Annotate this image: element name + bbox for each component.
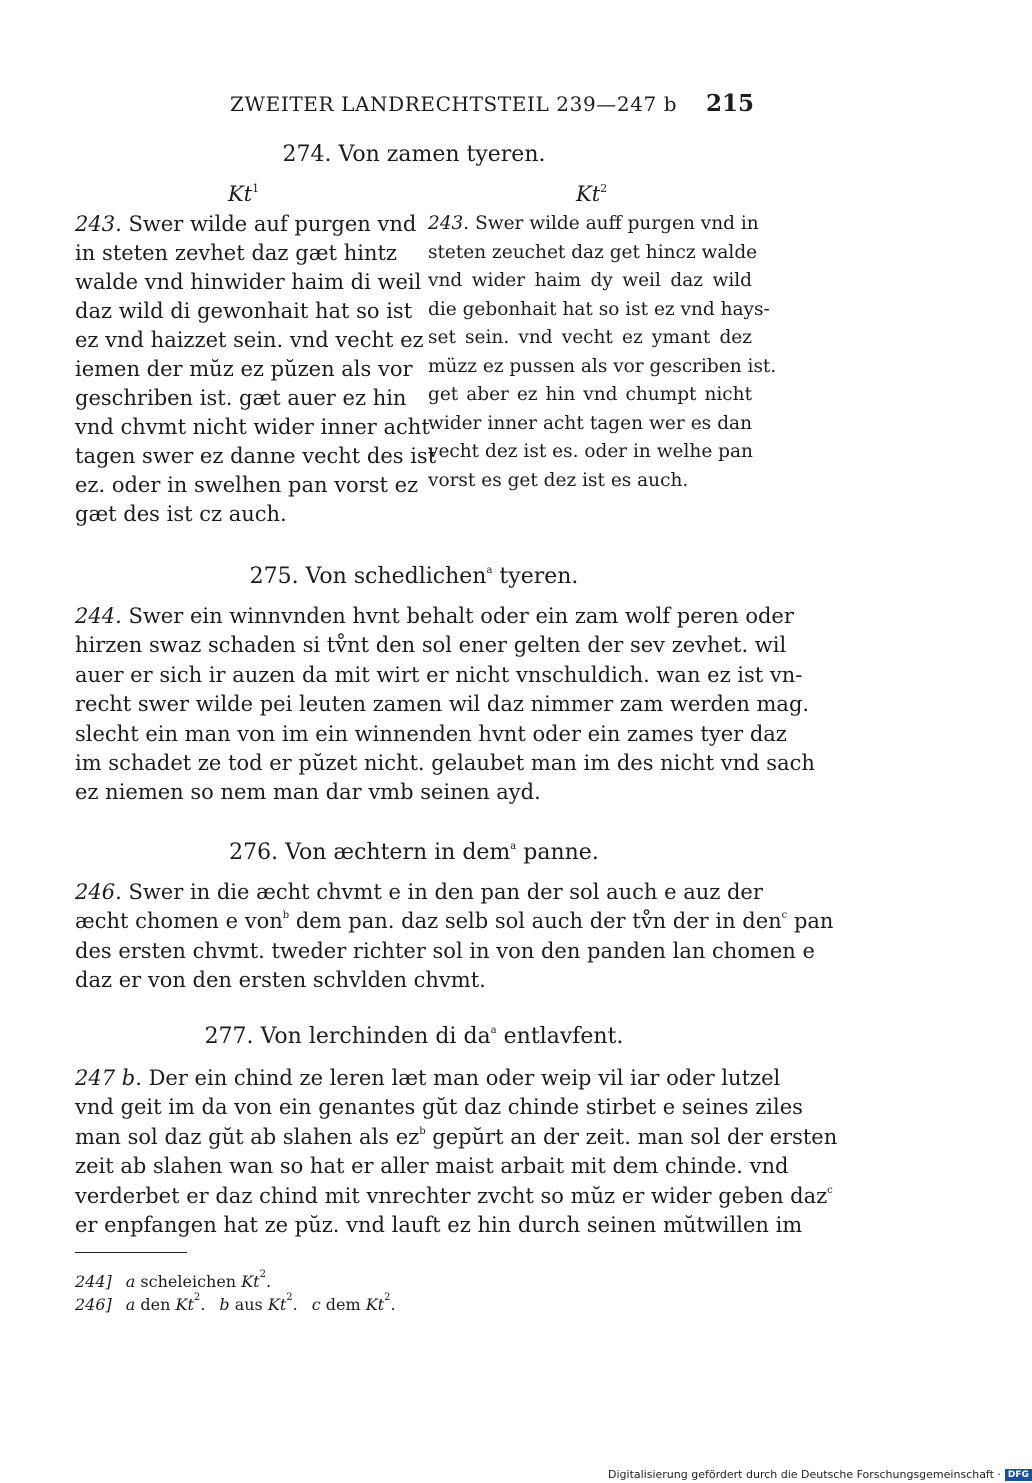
column-label-kt2: Kt$^2$ xyxy=(576,182,608,206)
text-line: set sein. vnd vecht ez ymant dez xyxy=(428,327,752,348)
text-line: wider inner acht tagen wer es dan xyxy=(428,412,752,434)
text-line: man sol daz gŭt ab slahen als $ez^b$ gepŭrt an der zeit. man sol der ersten xyxy=(75,1124,838,1149)
text-line: verderbet er daz chind mit vnrechter zvcht so mŭz er wider geben daz$^c$ xyxy=(75,1183,833,1208)
text-line: daz wild di gewonhait hat so ist xyxy=(75,299,413,323)
text-line: vecht dez ist es. oder in welhe pan xyxy=(428,441,753,462)
text-line: ez vnd haizzet sein. vnd vecht ez xyxy=(75,328,424,352)
section-heading-276: 276. Von æchtern in dem$^a$ panne. xyxy=(229,840,599,865)
footnote-rule xyxy=(75,1252,187,1253)
text-line: 246. Swer in die æcht chvmt e in den pan der sol auch e auz der xyxy=(75,880,763,904)
text-line: in steten zevhet daz gæt hintz xyxy=(75,241,397,265)
text-line: iemen der mŭz ez pŭzen als vor xyxy=(75,357,413,381)
text-line: auer er sich ir auzen da mit wirt er nicht vnschuldich. wan ez ist vn- xyxy=(75,662,803,687)
text-line: müzz ez pussen als vor gescriben ist. xyxy=(428,355,777,377)
running-head: ZWEITER LANDRECHTSTEIL 239—247 b xyxy=(230,92,678,116)
page-number: 215 xyxy=(706,90,755,117)
column-kt2-text xyxy=(428,210,777,495)
text-line: 244. Swer ein winnvnden hvnt behalt oder ein zam wolf peren oder xyxy=(75,604,794,628)
text-line: die gebonhait hat so ist ez vnd hays- xyxy=(428,298,770,320)
text-line: des ersten chvmt. tweder richter sol in von den panden lan chomen e xyxy=(75,938,815,963)
text-line: vorst es get dez ist es auch. xyxy=(428,469,689,491)
text-line: walde vnd hinwider haim di weil xyxy=(75,270,422,294)
text-line: æcht chomen e von$^b$ dem pan. daz selb sol auch der tv̊n der in den$^c$ pan xyxy=(75,909,834,934)
text-line: ez. oder in swelhen pan vorst ez xyxy=(75,473,419,497)
section-heading-274: 274. Von zamen tyeren. xyxy=(282,142,546,167)
paragraph-244 xyxy=(75,602,815,808)
section-heading-277: 277. Von lerchinden di $da^a$ entlavfent. xyxy=(204,1024,624,1049)
footnotes xyxy=(75,1270,675,1316)
column-label-kt1: Kt$^1$ xyxy=(228,182,260,206)
text-line: hirzen swaz schaden si tv̊nt den sol ener gelten der sev zevhet. wil xyxy=(75,633,787,658)
text-line: vnd chvmt nicht wider inner acht xyxy=(75,415,430,439)
text-line: 243. Swer wilde auff purgen vnd in xyxy=(428,213,759,234)
text-line: vnd geit im da von ein genantes gŭt daz chinde stirbet e seines ziles xyxy=(75,1095,803,1120)
text-line: vnd wider haim dy weil daz wild xyxy=(428,270,752,291)
digitization-credit: Digitalisierung gefördert durch die Deutsche Forschungsgemeinschaft · DFG xyxy=(608,1466,1000,1483)
text-line: daz er von den ersten schvlden chvmt. xyxy=(75,968,486,993)
paragraph-246 xyxy=(75,878,834,996)
text-line: zeit ab slahen wan so hat er aller maist arbait mit dem chinde. vnd xyxy=(75,1154,789,1179)
text-line: slecht ein man von im ein winnenden hvnt oder ein zames tyer daz xyxy=(75,721,787,746)
text-line: gæt des ist cz auch. xyxy=(75,502,287,526)
paragraph-247b xyxy=(75,1064,838,1240)
text-line: geschriben ist. gæt auer ez hin xyxy=(75,386,407,410)
text-line: im schadet ze tod er pŭzet nicht. gelaubet man im des nicht vnd sach xyxy=(75,751,815,776)
text-line: ez niemen so nem man dar vmb seinen ayd. xyxy=(75,780,541,805)
text-line: 247 b. Der ein chind ze leren læt man oder weip vil iar oder lutzel xyxy=(75,1066,781,1090)
text-line: er enpfangen hat ze pŭz. vnd lauft ez hin durch seinen mŭtwillen im xyxy=(75,1213,803,1238)
text-line: steten zeuchet daz get hincz walde xyxy=(428,241,758,263)
dfg-logo: DFG xyxy=(1005,1469,1032,1481)
column-kt1-text xyxy=(75,210,437,529)
text-line: 243. Swer wilde auf purgen vnd xyxy=(75,212,417,236)
section-heading-275: 275. Von schedlichen$^a$ tyeren. xyxy=(249,564,579,589)
text-line: tagen swer ez danne vecht des ist xyxy=(75,444,437,468)
text-line: recht swer wilde pei leuten zamen wil daz nimmer zam werden mag. xyxy=(75,692,810,717)
footnote-246: 246] a den Kt$^2$. b aus Kt$^2$. c dem Kt$^2$. xyxy=(75,1292,396,1314)
footnote-244: 244] a scheleichen Kt$^2$. xyxy=(75,1269,272,1291)
text-line: get aber ez hin vnd chumpt nicht xyxy=(428,384,752,405)
